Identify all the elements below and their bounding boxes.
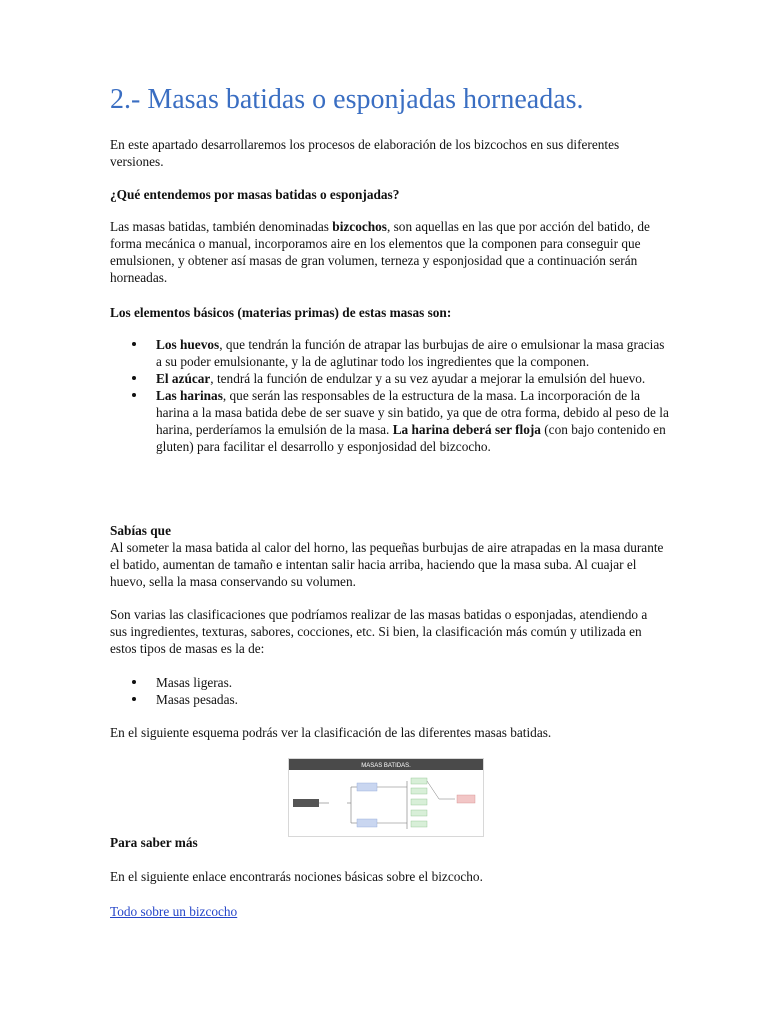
tipos-list xyxy=(110,674,670,708)
saber-mas-heading: Para saber más xyxy=(110,835,198,850)
sabias-heading: Sabías que xyxy=(110,523,171,538)
list-item-harinas xyxy=(110,387,670,455)
enlace-paragraph: En el siguiente enlace encontrarás nociones básicas sobre el bizcocho. xyxy=(110,869,483,884)
bullet-icon xyxy=(132,393,136,397)
bizcocho-link[interactable]: Todo sobre un bizcocho xyxy=(110,904,238,919)
diagram-green-box xyxy=(411,810,427,816)
diagram-connector xyxy=(427,781,439,799)
element-bold-2: La harina deberá ser floja xyxy=(392,422,541,437)
elements-heading: Los elementos básicos (materias primas) de estas masas son: xyxy=(110,305,452,320)
diagram-blue-box xyxy=(357,783,377,791)
element-text: , que tendrán la función de atrapar las burbujas de aire o emulsionar la masa gracias a su poder emulsionante, y la de aglutinar todo los ingredientes que la componen. xyxy=(156,337,665,369)
clasificacion-paragraph: Son varias las clasificaciones que podríamos realizar de las masas batidas o esponjadas, atendiendo a sus ingredientes, texturas, sabores, cocciones, etc. Si bien, la clasificación más común y utilizada en estos tipos de masas es la de: xyxy=(110,607,648,656)
classification-diagram xyxy=(288,758,484,837)
diagram-blue-box xyxy=(357,819,377,827)
sabias-text: Al someter la masa batida al calor del horno, las pequeñas burbujas de aire atrapadas en la masa durante el batido, aumentan de tamaño e intentan salir hacia arriba, haciendo que la masa suba. Al cuajar el huevo, sella la masa conservando su volumen. xyxy=(110,540,664,589)
list-item-huevos xyxy=(110,336,670,370)
bullet-icon xyxy=(132,376,136,380)
list-item-tipo xyxy=(110,674,670,691)
element-text: , que serán las responsables de la estructura de la masa. La incorporación de la harina a la masa batida debe de ser suave y sin batido, ya que de otra forma, debido al peso de la harina, perderíamos la emulsión de la masa. xyxy=(156,388,669,437)
diagram-green-box xyxy=(411,799,427,805)
diagram-green-box xyxy=(411,788,427,794)
tipo-label: Masas ligeras. xyxy=(156,675,233,690)
bullet-icon xyxy=(132,680,136,684)
sabias-block xyxy=(110,522,666,590)
element-bold: Los huevos xyxy=(156,337,220,352)
diagram-graphic xyxy=(289,759,483,836)
diagram-header: MASAS BATIDAS. xyxy=(361,763,411,769)
definition-pre: Las masas batidas, también denominadas xyxy=(110,219,333,234)
element-text-2: (con bajo contenido en gluten) para facilitar el desarrollo y esponjosidad del bizcocho. xyxy=(156,422,666,454)
tipo-label: Masas pesadas. xyxy=(156,692,238,707)
intro-paragraph: En este apartado desarrollaremos los procesos de elaboración de los bizcochos en sus diferentes versiones. xyxy=(110,137,620,169)
definition-bold: bizcochos xyxy=(332,219,387,234)
diagram-root-box xyxy=(293,799,319,807)
element-bold: Las harinas xyxy=(156,388,223,403)
diagram-red-box xyxy=(457,795,475,803)
esquema-paragraph: En el siguiente esquema podrás ver la clasificación de las diferentes masas batidas. xyxy=(110,725,552,740)
page-title: 2.- Masas batidas o esponjadas horneadas. xyxy=(110,84,584,115)
definition-post: , son aquellas en las que por acción del batido, de forma mecánica o manual, incorporamos aire en los elementos que la componen para conseguir que emulsionen, y obtener así masas de gran volumen, terneza y esponjosidad que a continuación serán horneadas. xyxy=(110,219,650,285)
diagram-green-box xyxy=(411,778,427,784)
list-item-azucar xyxy=(110,370,670,387)
list-item-tipo xyxy=(110,691,670,708)
diagram-green-box xyxy=(411,821,427,827)
bullet-icon xyxy=(132,697,136,701)
element-bold: El azúcar xyxy=(156,371,211,386)
bullet-icon xyxy=(132,342,136,346)
element-text: , tendrá la función de endulzar y a su vez ayudar a mejorar la emulsión del huevo. xyxy=(210,371,646,386)
question-heading: ¿Qué entendemos por masas batidas o esponjadas? xyxy=(110,187,400,202)
definition-paragraph xyxy=(110,218,666,286)
elements-list xyxy=(110,336,670,455)
